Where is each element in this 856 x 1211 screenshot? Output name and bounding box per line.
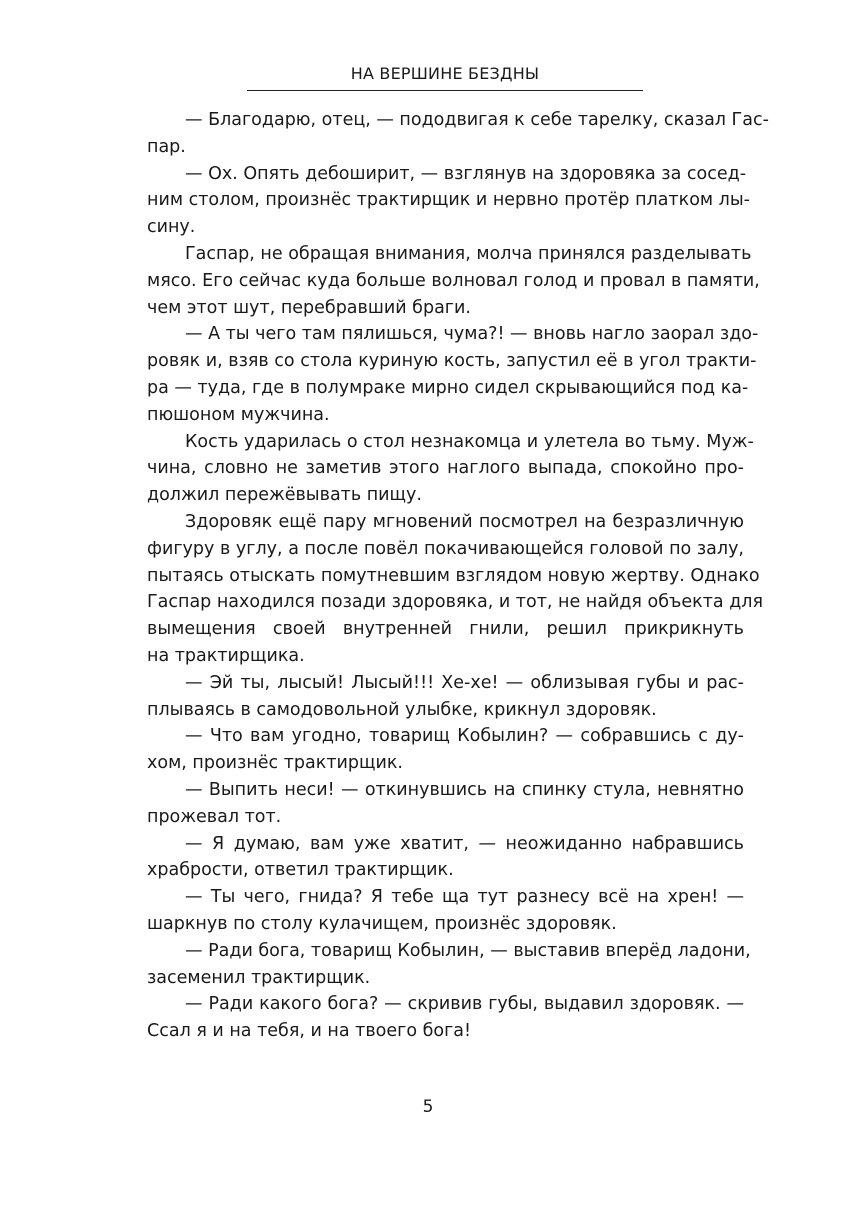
text-line: — А ты чего там пялишься, чума?! — вновь нагло заорал здо- [185, 324, 759, 345]
paragraph [147, 991, 744, 1045]
text-line: — Что вам угодно, товарищ Кобылин? — собравшись с ду- [185, 726, 744, 747]
text-line: мясо. Его сейчас куда больше волновал голод и провал в памяти, [147, 270, 760, 291]
text-line: сину. [147, 217, 196, 238]
text-line: прожевал тот. [147, 806, 282, 827]
text-line: пар. [147, 136, 186, 157]
text-line: должил пережёвывать пищу. [147, 485, 422, 506]
text-line: храбрости, ответил трактирщик. [147, 860, 454, 881]
paragraph [147, 321, 759, 428]
paragraph [147, 831, 744, 885]
text-line: на трактирщика. [147, 645, 305, 666]
text-line: плываясь в самодовольной улыбке, крикнул здоровяк. [147, 699, 657, 720]
text-line: ним столом, произнёс трактирщик и нервно протёр платком лы- [147, 190, 750, 211]
text-line: чина, словно не заметив этого наглого выпада, спокойно про- [147, 458, 744, 479]
paragraph [147, 723, 744, 777]
text-line: — Ради бога, товарищ Кобылин, — выставив вперёд ладони, [185, 940, 751, 961]
body-text [147, 107, 769, 1045]
text-line: — Ох. Опять дебоширит, — взглянув на здоровяка за сосед- [185, 163, 747, 184]
text-line: хом, произнёс трактирщик. [147, 753, 403, 774]
text-line: — Благодарю, отец, — пододвигая к себе тарелку, сказал Гас- [185, 110, 769, 130]
text-line: фигуру в углу, а после повёл покачивающейся головой по залу, [147, 538, 744, 559]
text-line: — Я думаю, вам уже хватит, — неожиданно набравшись [185, 833, 744, 854]
text-line: Гаспар находился позади здоровяка, и тот, не найдя объекта для [147, 592, 764, 613]
text-line: ра — туда, где в полумраке мирно сидел скрывающийся под ка- [147, 377, 749, 398]
text-line: — Эй ты, лысый! Лысый!!! Хе-хе! — облизывая губы и рас- [185, 672, 744, 693]
text-line: ровяк и, взяв со стола куриную кость, запустил её в угол тракти- [147, 351, 757, 372]
text-line: засеменил трактирщик. [147, 967, 371, 988]
text-line: Здоровяк ещё пару мгновений посмотрел на безразличную [185, 511, 744, 532]
paragraph [147, 429, 754, 509]
running-head: НА ВЕРШИНЕ БЕЗДНЫ [350, 64, 540, 83]
text-line: Кость ударилась о стол незнакомца и улетела во тьму. Муж- [185, 431, 754, 452]
paragraph [147, 884, 744, 938]
text-line: — Ради какого бога? — скривив губы, выдавил здоровяк. — [185, 994, 744, 1015]
paragraph [147, 161, 750, 241]
text-line: — Ты чего, гнида? Я тебе ща тут разнесу всё на хрен! — [185, 887, 744, 908]
running-head-rule [247, 90, 643, 91]
text-line: — Выпить неси! — откинувшись на спинку стула, невнятно [185, 779, 744, 800]
text-line: чем этот шут, перебравший браги. [147, 297, 471, 318]
text-line: пытаясь отыскать помутневшим взглядом новую жертву. Однако [147, 565, 760, 586]
page-number: 5 [422, 1097, 434, 1117]
text-line: шаркнув по столу кулачищем, произнёс здоровяк. [147, 913, 617, 934]
paragraph [147, 938, 751, 992]
text-line: вымещения своей внутренней гнили, решил прикрикнуть [147, 619, 744, 640]
paragraph [147, 777, 744, 831]
paragraph [147, 241, 760, 321]
paragraph [147, 107, 769, 161]
paragraph [147, 509, 764, 670]
text-line: Ссал я и на тебя, и на твоего бога! [147, 1021, 472, 1042]
paragraph [147, 670, 744, 724]
text-line: Гаспар, не обращая внимания, молча принялся разделывать [185, 243, 752, 264]
text-line: пюшоном мужчина. [147, 404, 330, 425]
